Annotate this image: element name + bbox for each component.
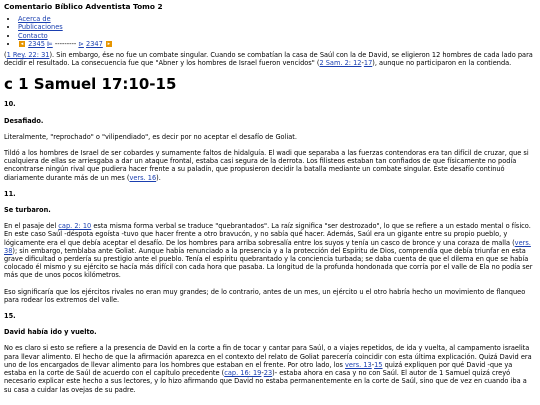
pager-separator: --------- [54, 39, 77, 48]
ref-link[interactable]: 23 [263, 369, 273, 378]
ref-link[interactable]: vers. 13 [345, 360, 372, 369]
contact-link[interactable]: Contacto [18, 31, 48, 40]
next-arrow-icon[interactable]: ▸ [107, 40, 111, 47]
about-link[interactable]: Acerca de [18, 15, 51, 24]
ref-link[interactable]: vers. 38 [4, 238, 531, 255]
ref-link[interactable]: 1 Rey. 22: 31 [6, 51, 50, 60]
next-page-link[interactable]: 2347 [86, 39, 103, 48]
prev-arrow-icon[interactable]: ◂ [20, 40, 24, 47]
ref-link[interactable]: 15 [374, 360, 383, 369]
page-title: c 1 Samuel 17:10-15 [4, 75, 177, 94]
verse-heading: David había ido y vuelto. [4, 328, 97, 337]
ref-link[interactable]: cap. 16: 19 [224, 369, 262, 378]
ref-link[interactable]: vers. 16 [129, 173, 157, 182]
book-icon[interactable]: ⊫ [47, 39, 53, 48]
paragraph: Eso significaría que los ejércitos rivales no eran muy grandes; de lo contrario, antes de un mes, un ejército u el otro habría hecho un movimiento de flanqueo para rodear los extremos del valle. [4, 287, 526, 304]
nav-item-contact [18, 32, 536, 40]
verse-heading: Se turbaron. [4, 206, 51, 215]
verse-heading: Desafiado. [4, 116, 44, 125]
paragraph: Literalmente, "reprochado" o "vilipendiado", es decir por no aceptar el desafío de Goliat. [4, 132, 297, 141]
paragraph: Tildó a los hombres de Israel de ser cobardes y sumamente faltos de hidalguía. El wadi que separaba a las fuerzas contendoras era tan difícil de cruzar, que si cualquiera de ellas se arriesgaba a dar un ataque frontal, estaba casi segura de la derrota. Los filisteos estaban tan confiados de que físicamente no podía encontrarse ningún rival que pudiera hacer frente a su paladín, que propusieron decidir la batalla mediante un combate singular. Este desafío continuó diariamente durante más de un mes (vers. 16). [4, 149, 529, 182]
verse-number: 15. [4, 312, 16, 321]
intro-paragraph: (1 Rey. 22: 31). Sin embargo, ése no fue un combate singular. Cuando se combatían la casa de Saúl con la de David, se eligieron 12 hombres de cada lado para decidir el resultado. La consecuencia fue que "Abner y los hombres de Israel fueron vencidos" (2 Sam. 2: 12-17), aunque no participaron en la contienda. [4, 51, 533, 68]
ref-link[interactable]: 17 [363, 59, 373, 68]
book-title: Comentario Bíblico Adventista Tomo 2 [4, 2, 163, 11]
verse-number: 11. [4, 189, 16, 198]
nav-links [4, 15, 536, 48]
verse-number: 10. [4, 100, 16, 109]
ref-link[interactable]: 2 Sam. 2: 12 [319, 59, 362, 68]
publications-link[interactable]: Publicaciones [18, 23, 63, 32]
nav-item-about [18, 15, 536, 23]
prev-page-link[interactable]: 2345 [28, 39, 45, 48]
paragraph: No es claro si esto se refiere a la presencia de David en la corte a fin de tocar y cantar para Saúl, o a viajes repetidos, de ida y vuelta, al campamento israelita para llevar alimento. El hecho de que la afirmación aparezca en el contexto del relato de Goliat parecería coincidir con esta última explicación. Quizá David era uno de los encargados de llevar alimento para los hombres que estaban en el frente. Por otro lado, los vers. 13-15 quizá expliquen por qué David -que ya estaba en la corte de Saúl de acuerdo con el capítulo precedente (cap. 16: 19-23)- estaba ahora en casa y no con Saúl. El autor de 1 Samuel quizá creyó necesario explicar este hecho a sus lectores, y lo hizo afirmando que David no estaba permanentemente en la corte de Saúl, sino que de vez en cuando iba a su casa a cuidar las ovejas de su padre. [4, 344, 532, 394]
nav-item-publications [18, 23, 536, 31]
paragraph: En el pasaje del cap. 2: 10 esta misma forma verbal se traduce "quebrantados". La raíz significa "ser destrozado", lo que se refiere a un estado mental o físico. En este caso Saúl -déspota egoísta -tuvo que hacer frente a otro bravucón, y no sabía qué hacer. Además, Saúl era un gigante entre su propio pueblo, y lógicamente era el que debía aceptar el desafío. De los hombres para arriba sobresalía entre los suyos y tenía un casco de bronce y una coraza de malla (vers. 38); sin embargo, temblaba ante Goliat. Aunque había renunciado a la presencia y a la protección del Espíritu de Dios, comprendía que debía triunfar en esta grave dificultad o perdería su prestigio ante el pueblo. Tenía el espíritu quebrantado y la conciencia turbada; se daba cuenta de que el dilema en que se había colocado él mismo y su ejército se hacía más difícil con cada hora que pasaba. La longitud de la profunda hondonada que corría por el valle de Ela no podía ser más que de unos pocos kilómetros. [4, 222, 533, 280]
pager [18, 40, 536, 48]
ref-link[interactable]: cap. 2: 10 [58, 222, 92, 231]
next-icon[interactable]: ⊳ [78, 39, 84, 48]
